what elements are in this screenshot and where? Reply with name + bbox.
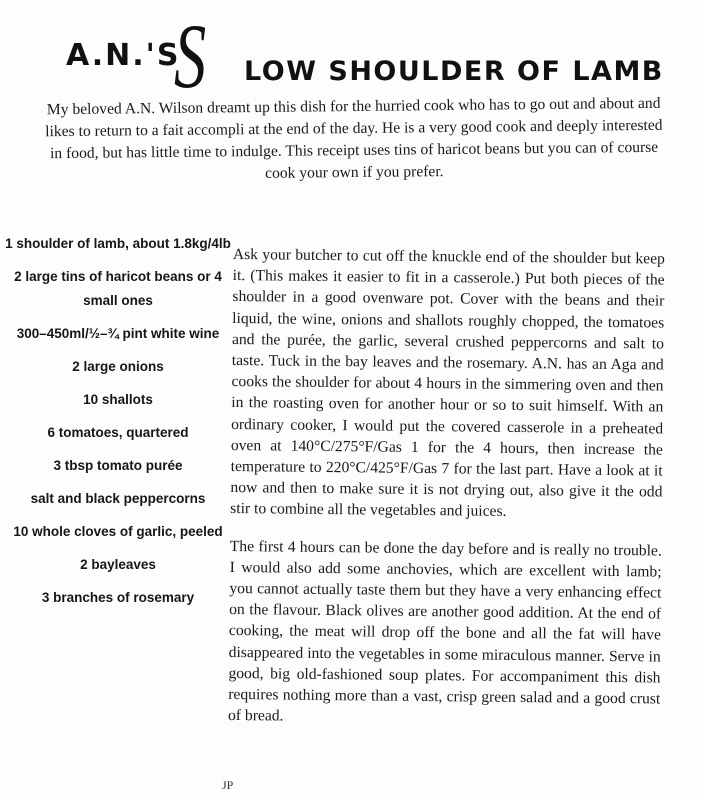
method-paragraph: The first 4 hours can be done the day before and is really no trouble. I would also add some anchovies, which are excellent with lamb; you cannot actually taste them but they have a very enhancing effect on the flavour. Black olives are another good addition. At the end of cooking, the meat will drop off the bone and all the fat will have disappeared into the vegetables in some miraculous manner. Serve in good, big old-fashioned soup plates. For accompaniment this dish requires nothing more than a vast, crisp green salad and a good crust of bread.	[227, 537, 662, 725]
ingredient-item: 2 large onions	[72, 359, 164, 374]
ingredient-item: 2 bayleaves	[80, 557, 156, 572]
ingredient-item: 10 shallots	[83, 392, 153, 407]
method-text	[228, 244, 665, 747]
intro-paragraph: My beloved A.N. Wilson dreamt up this dish for the hurried cook who has to go out and about and likes to return to a fait accompli at the end of the day. He is a very good cook and deeply interested in food, but has little time to indulge. This receipt uses tins of haricot beans but you can of course cook your own if you prefer.	[45, 94, 663, 182]
method-paragraph: Ask your butcher to cut off the knuckle end of the shoulder but keep it. (This makes it easier to fit in a casserole.) Put both pieces of the shoulder in a good ovenware pot. Cover with the beans and their liquid, the wine, onions and shallots roughly chopped, the tomatoes and the purée, the garlic, several crushed peppercorns and salt to taste. Tuck in the bay leaves and the rosemary. A.N. has an Aga and cooks the shoulder for about 4 hours in the simmering oven and then in the roasting oven for another hour or so to suit himself. With an ordinary cooker, I would put the covered casserole in a preheated oven at 140°C/275°F/Gas 1 for the 4 hours, then increase the temperature to 220°C/425°F/Gas 7 for the last part. Have a look at it now and then to make sure it is not drying out, also give it the odd stir to combine all the vegetables and juices.	[230, 245, 665, 521]
ingredient-item: 10 whole cloves of garlic, peeled	[13, 524, 223, 539]
ingredient-item: salt and black peppercorns	[30, 491, 206, 506]
title-rest: LOW SHOULDER OF LAMB	[244, 56, 664, 87]
ingredient-item: 3 tbsp tomato purée	[53, 458, 183, 473]
ingredient-item: 2 large tins of haricot beans or 4 small ones	[14, 269, 222, 308]
ingredient-item: 6 tomatoes, quartered	[47, 425, 189, 440]
recipe-title	[66, 5, 666, 107]
footer-initials: JP	[222, 778, 234, 792]
ingredient-list	[2, 232, 234, 619]
ingredient-item: 3 branches of rosemary	[41, 590, 195, 605]
title-prefix: A.N.'S	[66, 38, 181, 73]
ingredient-item: 1 shoulder of lamb, about 1.8kg/4lb	[5, 236, 231, 251]
ingredient-item: 300–450ml/½–¾ pint white wine	[16, 326, 220, 341]
title-drop-letter: S	[174, 5, 207, 107]
